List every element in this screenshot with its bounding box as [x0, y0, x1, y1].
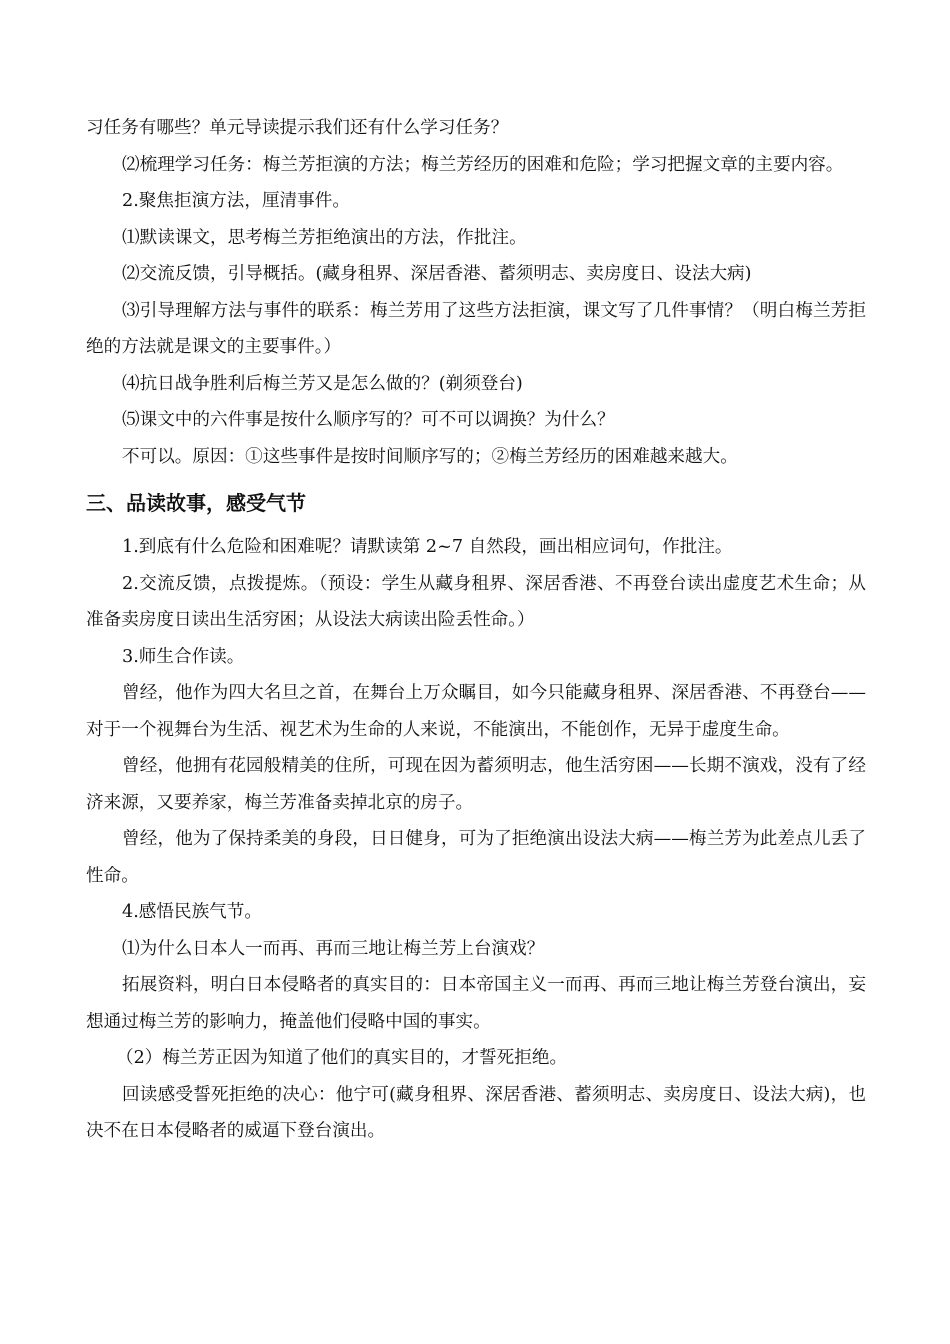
paragraph-sort-tasks: ⑵梳理学习任务：梅兰芳拒演的方法；梅兰芳经历的困难和危险；学习把握文章的主要内容。 — [122, 154, 844, 175]
paragraph-vow-refuse: （2）梅兰芳正因为知道了他们的真实目的，才誓死拒绝。 — [116, 1048, 568, 1068]
paragraph-continued-tasks: 习任务有哪些？单元导读提示我们还有什么学习任务？ — [86, 118, 509, 138]
paragraph-resolve: 回读感受誓死拒绝的决心：他宁可(藏身租界、深居香港、蓄须明志、卖房度日、设法大病)，也决不在日本侵略者的威逼下登台演出。 — [86, 1084, 866, 1141]
paragraph-why-japanese: ⑴为什么日本人一而再、再而三地让梅兰芳上台演戏？ — [122, 938, 545, 959]
paragraph-after-victory: ⑷抗日战争胜利后梅兰芳又是怎么做的？(剃须登台) — [122, 373, 523, 394]
paragraph-focus-methods: 2.聚焦拒演方法，厘清事件。 — [122, 191, 350, 211]
paragraph-feedback-refine: 2.交流反馈，点拨提炼。（预设：学生从藏身租界、深居香港、不再登台读出虚度艺术生命；从准备卖房度日读出生活穷困；从设法大病读出险丢性命。） — [86, 573, 866, 630]
paragraph-six-events-order: ⑸课文中的六件事是按什么顺序写的？可不可以调换？为什么？ — [122, 410, 615, 430]
section-heading-three: 三、品读故事，感受气节 — [86, 491, 306, 515]
paragraph-danger-question: 1.到底有什么危险和困难呢？请默读第 2~7 自然段，画出相应词句，作批注。 — [122, 537, 733, 557]
paragraph-answer-reasons: 不可以。原因：①这些事件是按时间顺序写的；②梅兰芳经历的困难越来越大。 — [122, 446, 738, 467]
paragraph-once-fitness: 曾经，他为了保持柔美的身段，日日健身，可为了拒绝演出设法大病——梅兰芳为此差点儿丢了性命。 — [86, 829, 866, 886]
paragraph-extended-material: 拓展资料，明白日本侵略者的真实目的：日本帝国主义一而再、再而三地让梅兰芳登台演出，妄想通过梅兰芳的影响力，掩盖他们侵略中国的事实。 — [86, 975, 866, 1032]
paragraph-once-residence: 曾经，他拥有花园般精美的住所，可现在因为蓄须明志，他生活穷困——长期不演戏，没有了经济来源，又要养家，梅兰芳准备卖掉北京的房子。 — [86, 756, 866, 813]
paragraph-cooperative-reading: 3.师生合作读。 — [122, 646, 245, 667]
paragraph-once-stage: 曾经，他作为四大名旦之首，在舞台上万众瞩目，如今只能藏身租界、深居香港、不再登台——对于一个视舞台为生活、视艺术为生命的人来说，不能演出，不能创作，无异于虚度生命。 — [86, 683, 866, 740]
paragraph-feedback-summary: ⑵交流反馈，引导概括。(藏身租界、深居香港、蓄须明志、卖房度日、设法大病) — [122, 264, 752, 284]
paragraph-silent-reading: ⑴默读课文，思考梅兰芳拒绝演出的方法，作批注。 — [122, 227, 527, 248]
paragraph-method-event-link: ⑶引导理解方法与事件的联系：梅兰芳用了这些方法拒演，课文写了几件事情？（明白梅兰芳拒绝的方法就是课文的主要事件。） — [86, 300, 866, 357]
document-page — [86, 110, 866, 1150]
paragraph-national-integrity: 4.感悟民族气节。 — [122, 902, 262, 922]
